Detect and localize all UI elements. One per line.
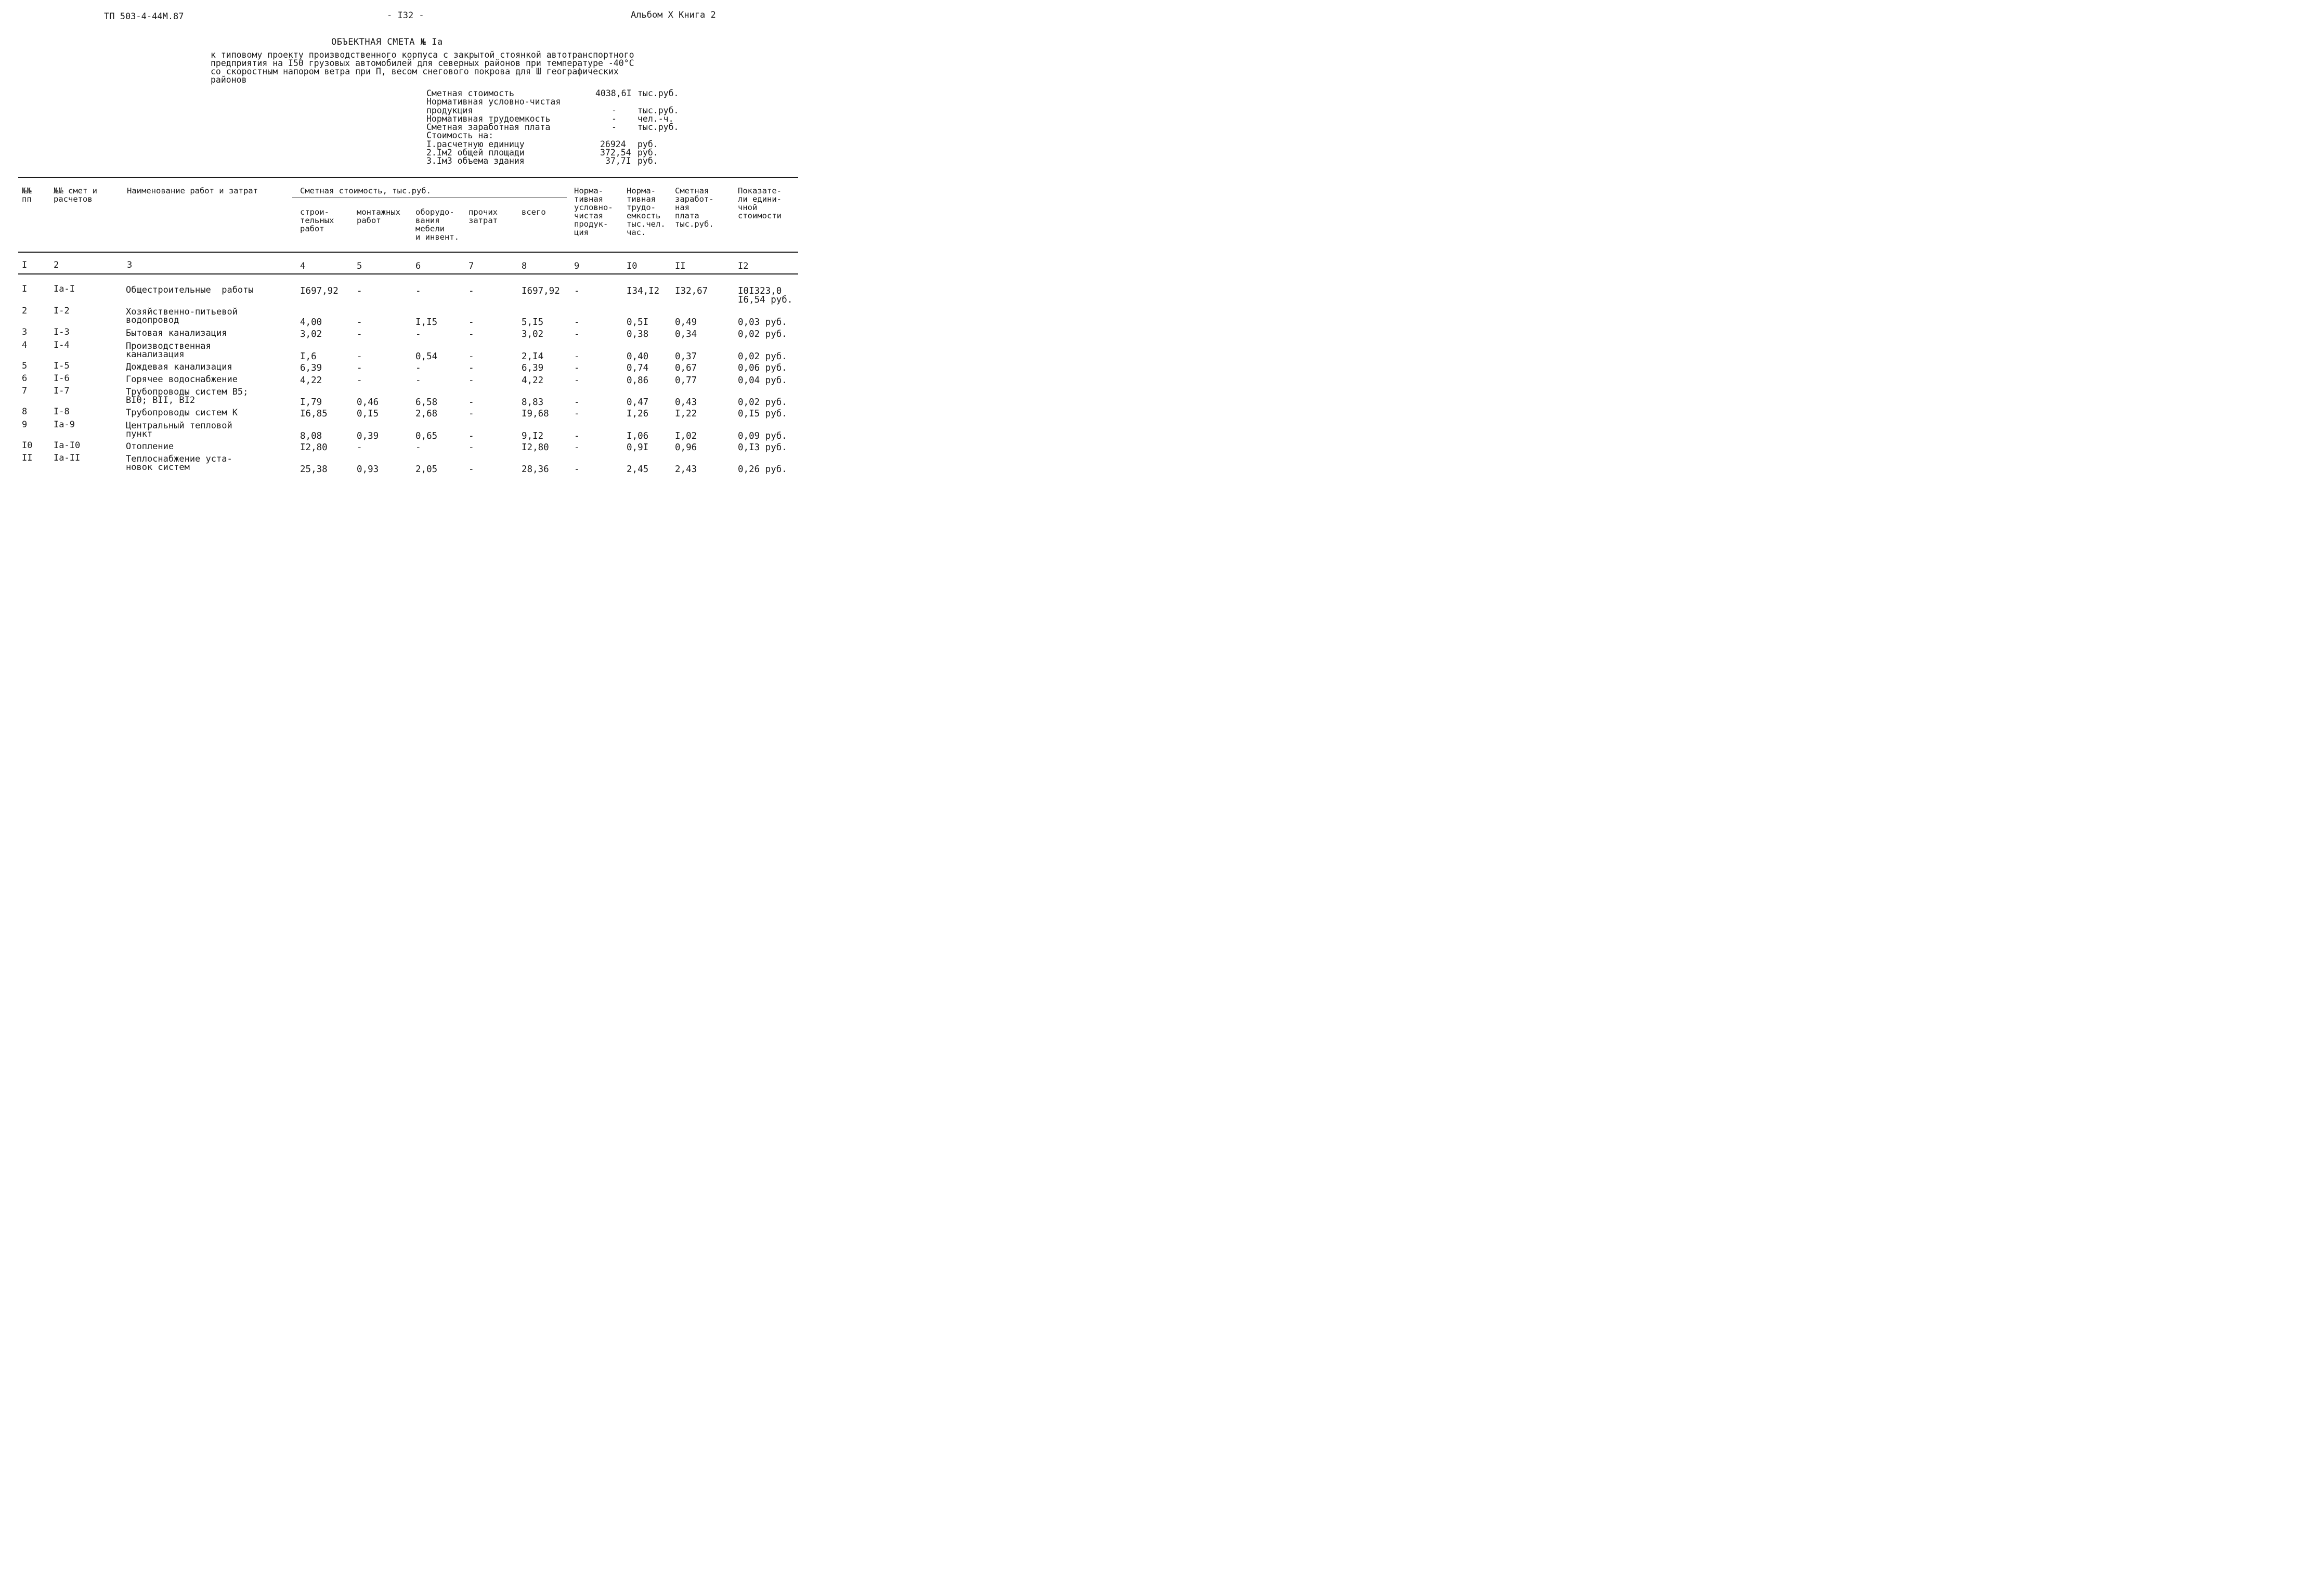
header-construction: строи- тельных работ [300,207,334,233]
labor-hours: 0,86 [627,375,649,386]
net-product: - [574,442,580,453]
intro-line: районов [211,75,247,85]
header-equipment: оборудо- вания мебели и инвент. [415,207,459,242]
equipment-cost: - [415,442,421,453]
column-number: 3 [127,260,133,270]
header-net-product: Норма- тивная условно- чистая продук- ция [574,186,613,237]
net-product: - [574,317,580,328]
estimate-code: I-5 [54,361,70,371]
row-number: 8 [22,407,28,417]
installation-cost: - [357,329,362,339]
album-label: Альбом X Книга 2 [631,10,716,20]
labor-hours: 0,38 [627,329,649,339]
wages: I,22 [675,409,697,419]
labor-hours: I34,I2 [627,286,660,296]
construction-cost: 25,38 [300,464,328,475]
estimate-code: Iа-II [54,453,81,463]
unit2-unit: руб. [637,148,658,158]
column-number: I0 [627,261,637,271]
work-name: Горячее водоснабжение [126,374,238,385]
installation-cost: - [357,317,362,328]
estimate-code: I-2 [54,306,70,316]
labor-value: - [611,114,617,124]
unit-cost: 0,03 руб. [738,317,787,328]
estimate-code: Iа-I0 [54,440,81,451]
unit1-label: I.расчетную единицу [426,139,525,149]
header-estimate-code: №№ смет и расчетов [54,186,97,204]
other-cost: - [469,397,474,408]
product-value: - [611,106,617,115]
equipment-cost: - [415,375,421,386]
unit3-value: 37,7I [605,156,631,166]
column-number: I [22,260,28,270]
row-number: 6 [22,373,28,384]
construction-cost: 8,08 [300,431,322,441]
row-number: 7 [22,386,28,396]
unit2-value: 372,54 [600,148,631,158]
unit-cost: 0,02 руб. [738,397,787,408]
intro-line: к типовому проекту производственного корпуса с закрытой стоянкой автотранспортного [211,50,634,60]
page-title: ОБЪЕКТНАЯ СМЕТА № Iа [331,37,443,47]
row-number: 4 [22,340,28,350]
unit-cost: 0,I3 руб. [738,442,787,453]
unit-cost: 0,26 руб. [738,464,787,475]
net-product: - [574,431,580,441]
total-cost: I697,92 [522,286,560,296]
total-cost: 8,83 [522,397,544,408]
unit-cost: 0,02 руб. [738,329,787,339]
column-number: 5 [357,261,362,271]
unit-cost: 0,04 руб. [738,375,787,386]
labor-hours: I,26 [627,409,649,419]
labor-label: Нормативная трудоемкость [426,114,551,124]
header-bottom-rule [18,252,798,253]
total-cost: I9,68 [522,409,549,419]
equipment-cost: I,I5 [415,317,438,328]
labor-hours: 0,5I [627,317,649,328]
estimate-code: I-3 [54,327,70,337]
wage-label: Сметная заработная плата [426,122,551,132]
net-product: - [574,329,580,339]
unit-cost: I0I323,0 [738,286,782,296]
total-cost: I2,80 [522,442,549,453]
installation-cost: - [357,442,362,453]
intro-line: со скоростным напором ветра при П, весом снегового покрова для Ш географических [211,67,619,76]
work-name: Трубопроводы систем В5; ВI0; ВII, ВI2 [126,387,249,405]
page-number: - I32 - [387,10,424,21]
labor-unit: чел.-ч. [637,114,674,124]
header-unit-cost: Показате- ли едини- чной стоимости [738,186,782,220]
total-cost: 2,I4 [522,351,544,362]
construction-cost: 3,02 [300,329,322,339]
work-name: Бытовая канализация [126,328,227,338]
wages: 0,37 [675,351,697,362]
equipment-cost: 0,54 [415,351,438,362]
total-cost: 3,02 [522,329,544,339]
header-other: прочих затрат [469,207,498,225]
work-name: Отопление [126,441,174,452]
table-top-rule [18,177,798,178]
net-product: - [574,375,580,386]
estimate-code: Iа-9 [54,420,75,430]
intro-paragraph [211,51,634,84]
other-cost: - [469,351,474,362]
header-row-number: №№ пп [22,186,32,204]
equipment-cost: 2,05 [415,464,438,475]
product-label-cont: продукция [426,106,473,115]
column-number: II [675,261,686,271]
unit-cost-per-m2: I6,54 руб. [738,295,793,305]
net-product: - [574,286,580,296]
other-cost: - [469,286,474,296]
labor-hours: 2,45 [627,464,649,475]
unit2-label: 2.Iм2 общей площади [426,148,525,158]
wages: 2,43 [675,464,697,475]
column-number: 4 [300,261,306,271]
labor-hours: 0,74 [627,363,649,373]
net-product: - [574,409,580,419]
work-name: Хозяйственно-питьевой водопровод [126,307,238,325]
other-cost: - [469,409,474,419]
wages: I32,67 [675,286,708,296]
other-cost: - [469,329,474,339]
net-product: - [574,351,580,362]
construction-cost: I697,92 [300,286,339,296]
wage-value: - [611,122,617,132]
work-name: Теплоснабжение уста- новок систем [126,454,232,473]
equipment-cost: - [415,329,421,339]
total-cost: 4,22 [522,375,544,386]
wages: 0,96 [675,442,697,453]
cost-label: Сметная стоимость [426,88,514,98]
other-cost: - [469,431,474,441]
installation-cost: - [357,363,362,373]
installation-cost: - [357,375,362,386]
other-cost: - [469,363,474,373]
labor-hours: 0,47 [627,397,649,408]
construction-cost: 4,00 [300,317,322,328]
header-total: всего [522,207,546,217]
labor-hours: 0,40 [627,351,649,362]
row-number: I [22,284,28,294]
total-cost: 28,36 [522,464,549,475]
wages: 0,49 [675,317,697,328]
work-name: Производственная канализация [126,341,211,360]
cost-unit: тыс.руб. [637,88,679,98]
net-product: - [574,397,580,408]
column-number: 6 [415,261,421,271]
equipment-cost: - [415,286,421,296]
unit1-unit: руб. [637,139,658,149]
estimate-code: I-4 [54,340,70,350]
work-name: Центральный тепловой пункт [126,421,232,439]
doc-code: ТП 503-4-44М.87 [104,11,184,22]
total-cost: 5,I5 [522,317,544,328]
column-number: 9 [574,261,580,271]
wages: 0,43 [675,397,697,408]
equipment-cost: 6,58 [415,397,438,408]
row-number: 3 [22,327,28,337]
construction-cost: I,6 [300,351,317,362]
intro-line: предприятия на I50 грузовых автомобилей для северных районов при температуре -40°С [211,58,634,68]
unit-cost: 0,09 руб. [738,431,787,441]
row-number: II [22,453,33,463]
other-cost: - [469,464,474,475]
installation-cost: 0,I5 [357,409,379,419]
installation-cost: 0,93 [357,464,379,475]
row-number: 2 [22,306,28,316]
net-product: - [574,464,580,475]
other-cost: - [469,442,474,453]
product-unit: тыс.руб. [637,106,679,115]
row-number: I0 [22,440,33,451]
construction-cost: 6,39 [300,363,322,373]
column-number: I2 [738,261,749,271]
cost-value: 4038,6I [595,88,632,98]
work-name: Общестроительные работы [126,285,254,295]
installation-cost: 0,46 [357,397,379,408]
unit-cost: 0,02 руб. [738,351,787,362]
equipment-cost: 0,65 [415,431,438,441]
unit-cost: 0,I5 руб. [738,409,787,419]
equipment-cost: - [415,363,421,373]
row-number: 5 [22,361,28,371]
unit3-label: 3.Iм3 объема здания [426,156,525,166]
column-number: 2 [54,260,59,270]
net-product: - [574,363,580,373]
construction-cost: I6,85 [300,409,328,419]
header-installation: монтажных работ [357,207,400,225]
estimate-code: I-7 [54,386,70,396]
total-cost: 6,39 [522,363,544,373]
wage-unit: тыс.руб. [637,122,679,132]
unit3-unit: руб. [637,156,658,166]
estimate-code: I-8 [54,407,70,417]
work-name: Трубопроводы систем К [126,408,238,418]
estimate-code: I-6 [54,373,70,384]
column-number: 8 [522,261,527,271]
header-labor: Норма- тивная трудо- емкость тыс.чел. час. [627,186,666,237]
header-cost-group: Сметная стоимость, тыс.руб. [300,186,431,195]
wages: 0,67 [675,363,697,373]
total-cost: 9,I2 [522,431,544,441]
column-numbers-rule [18,273,798,274]
wages: 0,77 [675,375,697,386]
work-name: Дождевая канализация [126,362,232,372]
product-label: Нормативная условно-чистая [426,97,561,107]
header-work-name: Наименование работ и затрат [127,186,258,195]
installation-cost: - [357,286,362,296]
construction-cost: I2,80 [300,442,328,453]
labor-hours: I,06 [627,431,649,441]
row-number: 9 [22,420,28,430]
installation-cost: - [357,351,362,362]
installation-cost: 0,39 [357,431,379,441]
wages: 0,34 [675,329,697,339]
other-cost: - [469,317,474,328]
header-wages: Сметная заработ- ная плата тыс.руб. [675,186,714,229]
wages: I,02 [675,431,697,441]
per-unit-label: Стоимость на: [426,130,494,140]
column-number: 7 [469,261,474,271]
other-cost: - [469,375,474,386]
equipment-cost: 2,68 [415,409,438,419]
unit-cost: 0,06 руб. [738,363,787,373]
labor-hours: 0,9I [627,442,649,453]
construction-cost: I,79 [300,397,322,408]
unit1-value: 26924 [600,139,626,149]
construction-cost: 4,22 [300,375,322,386]
estimate-code: Iа-I [54,284,75,294]
